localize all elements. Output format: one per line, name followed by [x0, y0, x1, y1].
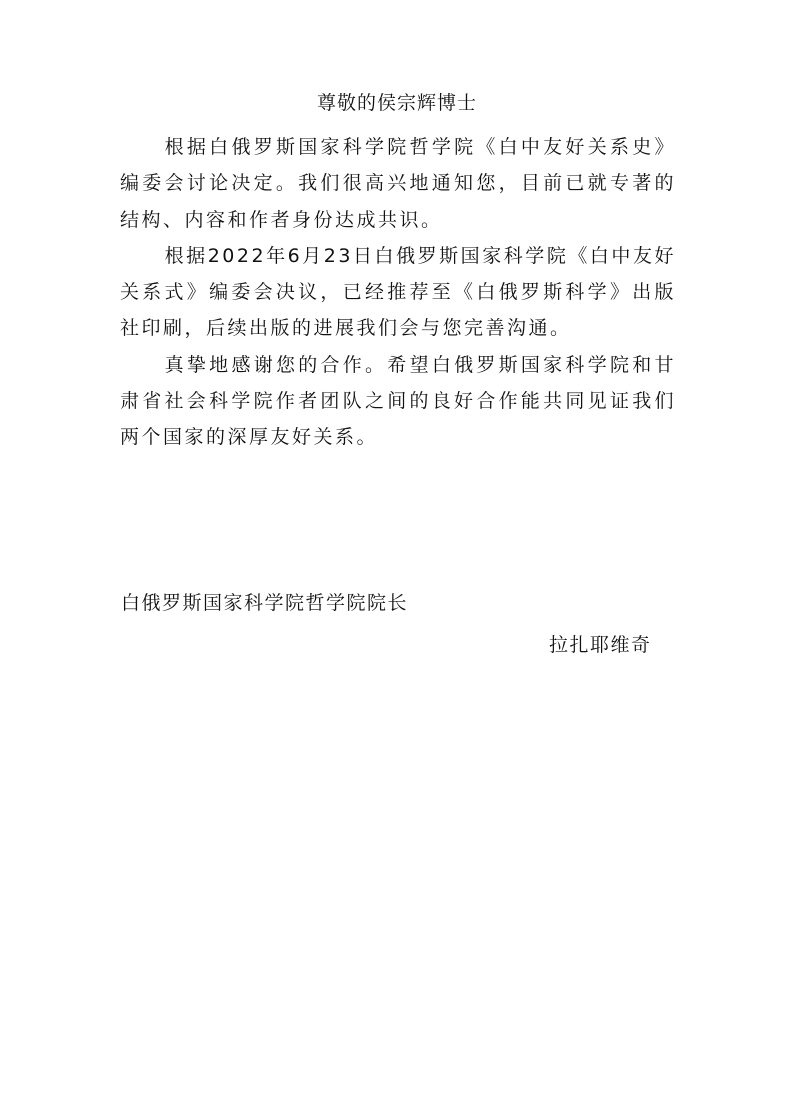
salutation: 尊敬的侯宗辉博士 — [316, 92, 477, 114]
paragraph-publication: 根据2022年6月23日白俄罗斯国家科学院《白中友好关系式》编委会决议，已经推荐至《白俄罗斯科学》出版社印刷，后续出版的进展我们会与您完善沟通。 — [120, 244, 676, 340]
signer-name: 拉扎耶维奇 — [549, 634, 652, 656]
paragraph-thanks: 真挚地感谢您的合作。希望白俄罗斯国家科学院和甘肃省社会科学院作者团队之间的良好合作能共同见证我们两个国家的深厚友好关系。 — [120, 353, 676, 449]
letter-body — [120, 129, 676, 456]
signer-organization: 白俄罗斯国家科学院哲学院院长 — [121, 592, 409, 614]
paragraph-consensus: 根据白俄罗斯国家科学院哲学院《白中友好关系史》编委会讨论决定。我们很高兴地通知您，目前已就专著的结构、内容和作者身份达成共识。 — [120, 136, 676, 231]
